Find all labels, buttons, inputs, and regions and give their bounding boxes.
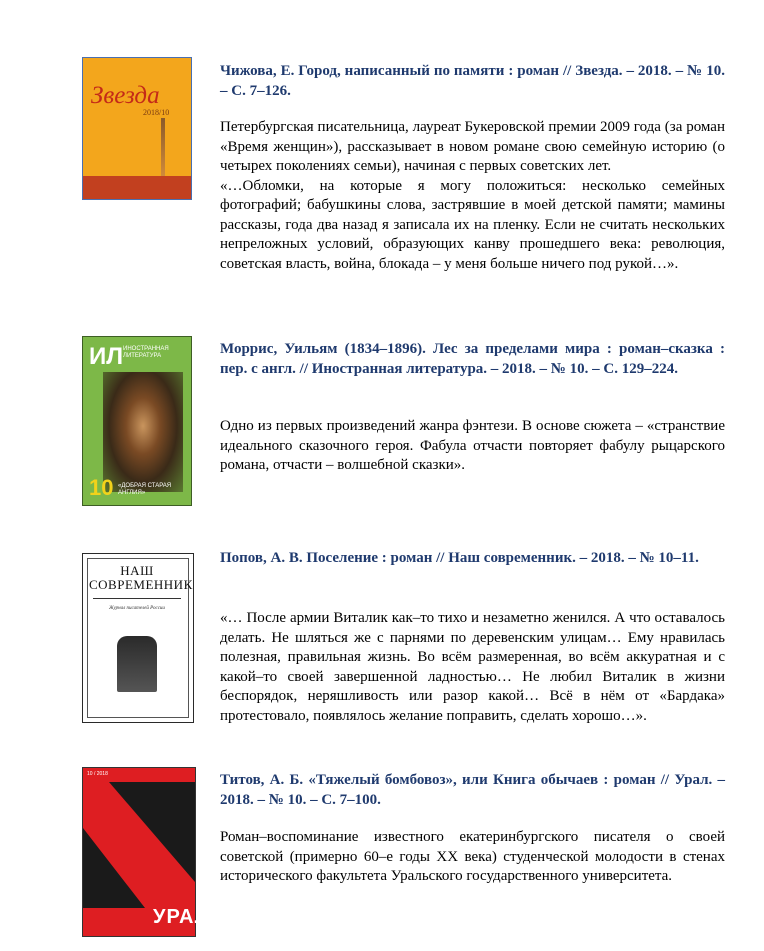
spire-graphic <box>161 118 165 176</box>
cover-rule <box>93 598 181 599</box>
cover-subtitle: «ДОБРАЯ СТАРАЯ АНГЛИЯ» <box>118 483 172 496</box>
annotation-paragraph: Роман–воспоминание известного екатеринбургского писателя о своей советской (примерно 60–е годы XX века) студенческой молодости в стенах исторического факультета Уральского государственного университета. <box>220 829 725 884</box>
annotation-paragraph: Петербургская писательница, лауреат Букеровской премии 2009 года (за роман «Время женщин»), рассказывает в новом романе свою семейную историю (о четырех поколениях семьи), начиная с первых советских лет. <box>220 119 725 174</box>
cover-issue: 10 <box>89 475 114 500</box>
ural-cover-image <box>82 767 210 937</box>
cover-logo: УРАЛ <box>153 906 210 928</box>
cover-logo-line1: НАШ <box>120 563 154 578</box>
inostrannaya-literatura-cover-image <box>82 336 192 506</box>
entry-annotation <box>220 417 725 476</box>
cover-logo-line2: СОВРЕМЕННИК <box>89 577 193 592</box>
cover-subtitle: Журнал писателей России <box>109 606 165 611</box>
entry-annotation <box>220 828 725 887</box>
cover-logo: ИЛ <box>89 343 124 370</box>
cover-black-shape <box>109 782 195 882</box>
entry-annotation <box>220 609 725 726</box>
entry-title: Чижова, Е. Город, написанный по памяти : роман // Звезда. – 2018. – № 10. – С. 7–126. <box>220 63 725 99</box>
entry-annotation <box>220 118 725 274</box>
entry-title: Моррис, Уильям (1834–1896). Лес за пределами мира : роман–сказка : пер. с англ. // Иностранная литература. – 2018. – № 10. – С. 129–224. <box>220 341 725 377</box>
nash-sovremennik-cover-image <box>82 553 194 723</box>
cover-journal-name: ИНОСТРАННАЯ ЛИТЕРАТУРА <box>123 346 169 359</box>
annotation-quote: «… После армии Виталик как–то тихо и незаметно женился. А что оставалось делать. Не шляться же с парнями по деревенским улицам… Ему нравилась полезная, правильная жизнь. Во всём размеренная, во всём аккуратная и с какой–то своей завершенной ладностью… Не любил Виталик в жизни беспорядок, неряшливость или разор какой… Всё в нём от «Бардака» протестовало, появлялось желание поправить, сделать хорошо…». <box>220 610 725 724</box>
cover-logo: Звезда <box>91 82 160 109</box>
annotation-paragraph: Одно из первых произведений жанра фэнтези. В основе сюжета – «странствие идеального сказочного героя. Фабула отчасти повторяет фабулу рыцарского романа, отчасти – волшебной сказки». <box>220 418 725 473</box>
monument-illustration <box>117 636 157 692</box>
portrait-illustration <box>103 372 183 492</box>
entry-title: Попов, А. В. Поселение : роман // Наш современник. – 2018. – № 10–11. <box>220 550 699 566</box>
cover-band <box>83 176 191 199</box>
entry-title: Титов, А. Б. «Тяжелый бомбовоз», или Книга обычаев : роман // Урал. – 2018. – № 10. – С. 7–100. <box>220 772 725 808</box>
cover-top-label: 10 / 2018 <box>87 771 108 777</box>
zvezda-cover-image <box>82 57 192 200</box>
cover-issue: 2018/10 <box>143 108 170 117</box>
annotation-quote: «…Обломки, на которые я могу положиться: несколько семейных фотографий; бабушкины слова, застрявшие в моей детской памяти; мамины рассказы, года два назад я записала их на пленку. Если не считать нескольких непреложных условий, образующих канву прошедшего века: революция, советская власть, война, блокада – у меня больше ничего под рукой…». <box>220 177 725 272</box>
cover-black-shape <box>83 828 145 908</box>
cover-logo <box>89 563 193 592</box>
